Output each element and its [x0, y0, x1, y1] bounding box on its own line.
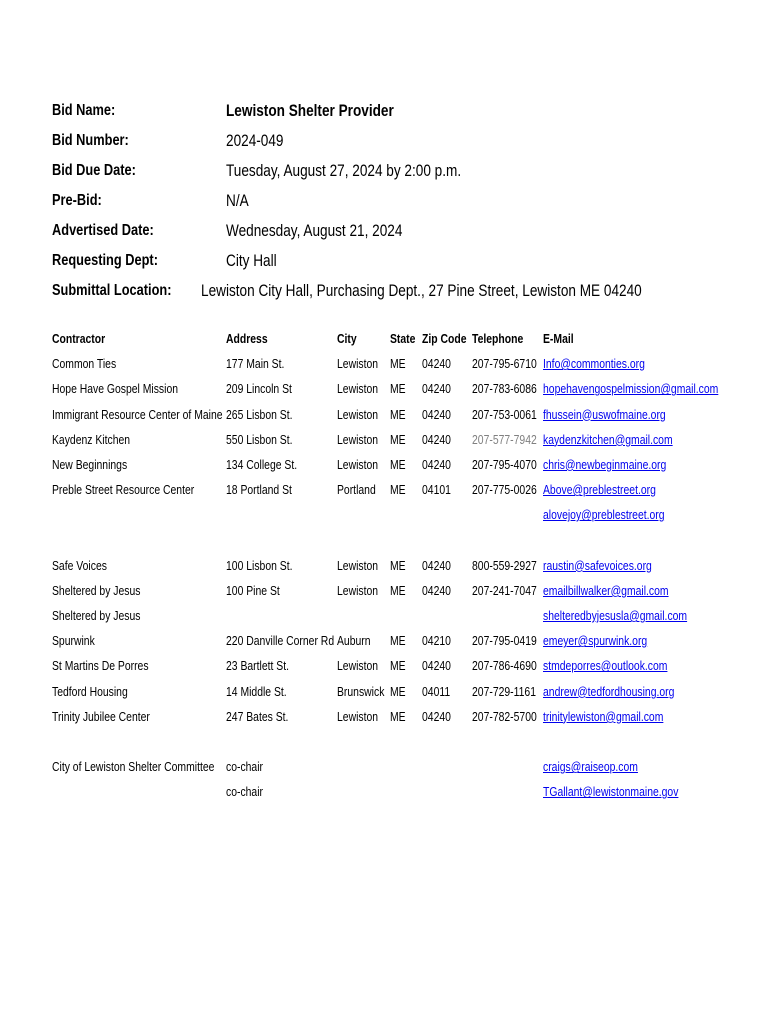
- requesting-dept-label: Requesting Dept:: [52, 252, 158, 269]
- contractor-address: 134 College St.: [226, 456, 298, 472]
- contractor-address: 220 Danville Corner Rd: [226, 633, 335, 649]
- contractor-name: Hope Have Gospel Mission: [52, 381, 179, 397]
- contractor-zip: 04240: [422, 406, 451, 422]
- contractor-email-link[interactable]: emailbillwalker@gmail.com: [543, 582, 669, 598]
- contractor-state: ME: [390, 708, 406, 724]
- contractor-name: New Beginnings: [52, 456, 128, 472]
- header-phone: Telephone: [472, 331, 524, 346]
- contractor-city: Brunswick: [337, 683, 385, 699]
- contractor-zip: 04240: [422, 582, 451, 598]
- contractor-city: Lewiston: [337, 406, 379, 422]
- contractor-state: ME: [390, 431, 406, 447]
- pre-bid-value: N/A: [226, 191, 249, 210]
- contractor-email-link[interactable]: andrew@tedfordhousing.org: [543, 683, 675, 699]
- submittal-location-label: Submittal Location:: [52, 282, 172, 299]
- bid-name-label: Bid Name:: [52, 102, 116, 119]
- contractor-zip: 04011: [422, 683, 451, 699]
- contractor-state: ME: [390, 482, 406, 498]
- contractor-city: Lewiston: [337, 582, 379, 598]
- contractor-email-link[interactable]: Above@preblestreet.org: [543, 482, 656, 498]
- contractor-phone: 207-729-1161: [472, 683, 536, 699]
- header-state: State: [390, 331, 416, 346]
- contractor-zip: 04240: [422, 356, 451, 372]
- bid-number-row: [52, 126, 752, 156]
- contractor-name: Preble Street Resource Center: [52, 482, 195, 498]
- contractor-state: ME: [390, 633, 406, 649]
- contractor-city: Lewiston: [337, 381, 379, 397]
- contractor-phone: 207-795-4070: [472, 456, 537, 472]
- bid-due-date-label: Bid Due Date:: [52, 162, 136, 179]
- contractor-state: ME: [390, 381, 406, 397]
- contractor-city: Lewiston: [337, 557, 379, 573]
- bid-number-label: Bid Number:: [52, 132, 129, 149]
- contractor-phone: 207-775-0026: [472, 482, 537, 498]
- contractor-email-link[interactable]: hopehavengospelmission@gmail.com: [543, 381, 719, 397]
- contractor-state: ME: [390, 582, 406, 598]
- contractor-zip: 04240: [422, 456, 451, 472]
- contractor-phone: 207-577-7942: [472, 431, 537, 447]
- contractor-state: ME: [390, 356, 406, 372]
- contractor-address: 550 Lisbon St.: [226, 431, 293, 447]
- contractor-email-link[interactable]: trinitylewiston@gmail.com: [543, 708, 664, 724]
- committee-role: co-chair: [226, 784, 263, 800]
- contractor-name: Immigrant Resource Center of Maine: [52, 406, 223, 422]
- contractor-name: St Martins De Porres: [52, 658, 149, 674]
- header-email: E-Mail: [543, 331, 574, 346]
- contractor-city: Auburn: [337, 633, 371, 649]
- contractor-zip: 04240: [422, 557, 451, 573]
- contractor-name: Common Ties: [52, 356, 117, 372]
- pre-bid-row: [52, 186, 752, 216]
- contractor-state: ME: [390, 658, 406, 674]
- requesting-dept-value: City Hall: [226, 251, 277, 270]
- submittal-location-value: Lewiston City Hall, Purchasing Dept., 27 Pine Street, Lewiston ME 04240: [201, 281, 643, 300]
- contractor-address: 23 Bartlett St.: [226, 658, 290, 674]
- advertised-date-row: [52, 216, 752, 246]
- contractor-zip: 04240: [422, 708, 451, 724]
- contractor-city: Lewiston: [337, 658, 379, 674]
- contractor-city: Lewiston: [337, 456, 379, 472]
- contractor-name: Sheltered by Jesus: [52, 608, 141, 624]
- committee-email-link[interactable]: TGallant@lewistonmaine.gov: [543, 784, 679, 800]
- contractor-zip: 04210: [422, 633, 451, 649]
- contractor-phone: 207-241-7047: [472, 582, 537, 598]
- contractor-name: Safe Voices: [52, 557, 107, 573]
- contractor-address: 177 Main St.: [226, 356, 285, 372]
- contractor-email-link[interactable]: Info@commonties.org: [543, 356, 645, 372]
- committee-role: co-chair: [226, 759, 263, 775]
- contractor-name: Sheltered by Jesus: [52, 582, 141, 598]
- contractor-email-link[interactable]: emeyer@spurwink.org: [543, 633, 648, 649]
- bid-info: [52, 96, 752, 306]
- bid-name-value: Lewiston Shelter Provider: [226, 101, 394, 120]
- pre-bid-label: Pre-Bid:: [52, 192, 102, 209]
- header-contractor: Contractor: [52, 331, 106, 346]
- contractor-city: Lewiston: [337, 431, 379, 447]
- contractor-phone: 207-782-5700: [472, 708, 537, 724]
- contractor-address: 100 Lisbon St.: [226, 557, 293, 573]
- contractor-email-link[interactable]: fhussein@uswofmaine.org: [543, 406, 666, 422]
- contractor-state: ME: [390, 557, 406, 573]
- contractor-city: Lewiston: [337, 708, 379, 724]
- contractor-phone: 207-786-4690: [472, 658, 537, 674]
- bid-due-date-value: Tuesday, August 27, 2024 by 2:00 p.m.: [226, 161, 462, 180]
- contractor-state: ME: [390, 683, 406, 699]
- contractor-name: Spurwink: [52, 633, 95, 649]
- contractor-phone: 207-795-6710: [472, 356, 537, 372]
- contractor-zip: 04240: [422, 658, 451, 674]
- contractor-phone: 207-783-6086: [472, 381, 537, 397]
- bid-due-date-row: [52, 156, 752, 186]
- committee-email-link[interactable]: craigs@raiseop.com: [543, 759, 638, 775]
- contractor-state: ME: [390, 456, 406, 472]
- contractor-name: Trinity Jubilee Center: [52, 708, 150, 724]
- contractor-zip: 04101: [422, 482, 451, 498]
- contractor-address: 100 Pine St: [226, 582, 280, 598]
- committee-name: City of Lewiston Shelter Committee: [52, 759, 215, 775]
- contractor-email-link[interactable]: raustin@safevoices.org: [543, 557, 652, 573]
- contractor-zip: 04240: [422, 381, 451, 397]
- contractor-name: Kaydenz Kitchen: [52, 431, 131, 447]
- contractor-email-link[interactable]: chris@newbeginmaine.org: [543, 456, 667, 472]
- submittal-location-row: [52, 276, 752, 306]
- contractor-phone: 207-753-0061: [472, 406, 537, 422]
- contractor-email-link[interactable]: kaydenzkitchen@gmail.com: [543, 431, 673, 447]
- contractor-email-link[interactable]: alovejoy@preblestreet.org: [543, 507, 665, 523]
- contractor-name: Tedford Housing: [52, 683, 128, 699]
- contractor-address: 209 Lincoln St: [226, 381, 292, 397]
- header-city: City: [337, 331, 357, 346]
- contractor-zip: 04240: [422, 431, 451, 447]
- contractor-phone: 207-795-0419: [472, 633, 537, 649]
- bid-number-value: 2024-049: [226, 131, 284, 150]
- requesting-dept-row: [52, 246, 752, 276]
- header-address: Address: [226, 331, 268, 346]
- contractor-address: 14 Middle St.: [226, 683, 287, 699]
- contractor-phone: 800-559-2927: [472, 557, 537, 573]
- contractor-address: 247 Bates St.: [226, 708, 289, 724]
- contractor-city: Lewiston: [337, 356, 379, 372]
- contractor-city: Portland: [337, 482, 376, 498]
- contractor-address: 265 Lisbon St.: [226, 406, 293, 422]
- bid-name-row: [52, 96, 752, 126]
- contractor-email-link[interactable]: shelteredbyjesusla@gmail.com: [543, 608, 688, 624]
- contractor-email-link[interactable]: stmdeporres@outlook.com: [543, 658, 668, 674]
- contractor-address: 18 Portland St: [226, 482, 292, 498]
- header-zip: Zip Code: [422, 331, 467, 346]
- advertised-date-label: Advertised Date:: [52, 222, 154, 239]
- advertised-date-value: Wednesday, August 21, 2024: [226, 221, 403, 240]
- contractor-state: ME: [390, 406, 406, 422]
